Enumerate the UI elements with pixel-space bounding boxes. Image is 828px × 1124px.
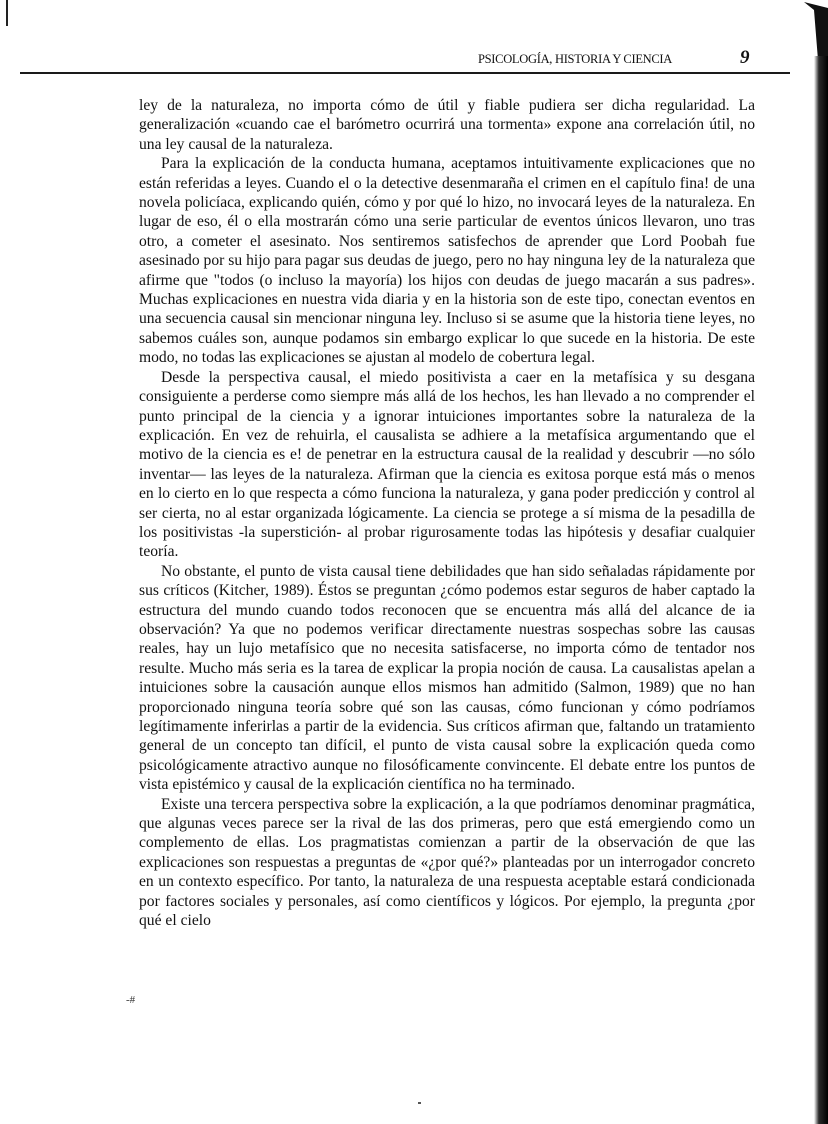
page-number: 9 bbox=[740, 47, 750, 68]
running-header: PSICOLOGÍA, HISTORIA Y CIENCIA bbox=[478, 52, 673, 66]
scan-speck bbox=[418, 1102, 421, 1104]
scan-edge-mark bbox=[6, 0, 8, 26]
body-text bbox=[139, 96, 755, 930]
page-edge-shadow bbox=[814, 56, 828, 1124]
paragraph: No obstante, el punto de vista causal tiene debilidades que han sido señaladas rápidamente por sus críticos (Kitcher, 1989). Éstos se preguntan ¿cómo podemos estar seguros de haber captado la estructura del mundo cuando todos reconocen que se encuentra más allá del alcance de ia observación? Ya que no podemos verificar directamente nuestras sospechas sobre las causas reales, hay un lujo metafísico que no necesita satisfacerse, no importa cómo de tentador nos resulte. Mucho más seria es la tarea de explicar la propia noción de causa. La causalistas apelan a intuiciones sobre la causación aunque ellos mismos han admitido (Salmon, 1989) que no han proporcionado ninguna teoría sobre qué son las causas, cómo funcionan y cómo podríamos legítimamente inferirlas a partir de la evidencia. Sus críticos afirman que, faltando un tratamiento general de un concepto tan difícil, el punto de vista causal sobre la explicación queda como psicológicamente atractivo aunque no filosóficamente convincente. El debate entre los puntos de vista epistémico y causal de la explicación científica no ha terminado. bbox=[139, 562, 755, 794]
header-rule bbox=[20, 72, 790, 74]
paragraph: Existe una tercera perspectiva sobre la explicación, a la que podríamos denominar pragmática, que algunas veces parece ser la rival de las dos primeras, pero que está emergiendo como un complemento de ellas. Los pragmatistas comienzan a partir de la observación de que las explicaciones son respuestas a preguntas de «¿por qué?» planteadas por un interrogador concreto en un contexto específico. Por tanto, la naturaleza de una respuesta aceptable estará condicionada por factores sociales y personales, así como científicos y lógicos. Por ejemplo, la pregunta ¿por qué el cielo bbox=[139, 795, 755, 930]
paragraph: Desde la perspectiva causal, el miedo positivista a caer en la metafísica y su desgana consiguiente a perderse como siempre más allá de los hechos, les han llevado a no comprender el punto principal de la ciencia y a ignorar intuiciones importantes sobre la naturaleza de la explicación. En vez de rehuirla, el causalista se adhiere a la metafísica argumentando que el motivo de la ciencia es e! de penetrar en la estructura causal de la realidad y descubrir —no sólo inventar— las leyes de la naturaleza. Afirman que la ciencia es exitosa porque está más o menos en lo cierto en lo que respecta a cómo funciona la naturaleza, y gana poder predicción y control al ser cierta, no al estar organizada lógicamente. La ciencia se protege a sí misma de la pesadilla de los positivistas -la superstición- al probar rigurosamente todas las hipótesis y desafiar cualquier teoría. bbox=[139, 368, 755, 561]
paragraph: ley de la naturaleza, no importa cómo de útil y fiable pudiera ser dicha regularidad. La generalización «cuando cae el barómetro ocurrirá una tormenta» expone ana correlación útil, no una ley causal de la naturaleza. bbox=[139, 97, 755, 153]
page-corner-shadow bbox=[804, 0, 828, 60]
margin-mark: -# bbox=[126, 994, 136, 1006]
paragraph: Para la explicación de la conducta humana, aceptamos intuitivamente explicaciones que no están referidas a leyes. Cuando el o la detective desenmaraña el crimen en el capítulo fina! de una novela policíaca, explicando quién, cómo y por qué lo hizo, no invocará leyes de la naturaleza. En lugar de eso, él o ella mostrarán cómo una serie particular de eventos únicos llevaron, uno tras otro, a cometer el asesinato. Nos sentiremos satisfechos de aprender que Lord Poobah fue asesinado por su hijo para pagar sus deudas de juego, pero no hay ninguna ley de la naturaleza que afirme que "todos (o incluso la mayoría) los hijos con deudas de juego macarán a sus padres». Muchas explicaciones en nuestra vida diaria y en la historia son de este tipo, conectan eventos en una secuencia causal sin mencionar ninguna ley. Incluso si se asume que la historia tiene leyes, no sabemos cuáles son, aunque podamos sin embargo explicar lo que sucede en la historia. De este modo, no todas las explicaciones se ajustan al modelo de cobertura legal. bbox=[139, 155, 755, 367]
